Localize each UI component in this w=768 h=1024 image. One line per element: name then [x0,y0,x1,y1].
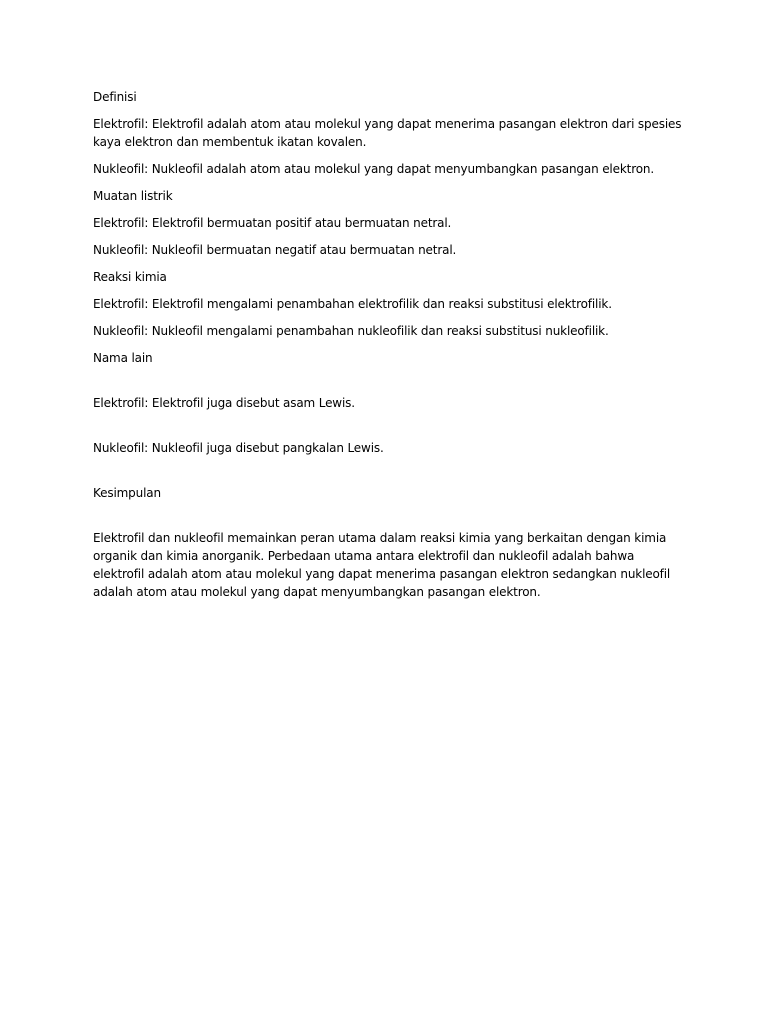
paragraph-muatan-nukleofil: Nukleofil: Nukleofil bermuatan negatif atau bermuatan netral. [93,243,457,257]
heading-nama-lain: Nama lain [93,351,153,365]
heading-muatan-listrik: Muatan listrik [93,189,173,203]
paragraph-muatan-elektrofil: Elektrofil: Elektrofil bermuatan positif atau bermuatan netral. [93,216,452,230]
heading-kesimpulan: Kesimpulan [93,486,161,500]
paragraph-reaksi-elektrofil: Elektrofil: Elektrofil mengalami penambahan elektrofilik dan reaksi substitusi elektrofilik. [93,297,612,311]
heading-definisi: Definisi [93,90,137,104]
document-body [93,88,683,601]
paragraph-definisi-nukleofil: Nukleofil: Nukleofil adalah atom atau molekul yang dapat menyumbangkan pasangan elektron. [93,162,655,176]
paragraph-kesimpulan: Elektrofil dan nukleofil memainkan peran utama dalam reaksi kimia yang berkaitan dengan kimia organik dan kimia anorganik. Perbedaan utama antara elektrofil dan nukleofil adalah bahwa elektrofil adalah atom atau molekul yang dapat menerima pasangan elektron sedangkan nukleofil adalah atom atau molekul yang dapat menyumbangkan pasangan elektron. [93,531,671,599]
paragraph-nama-lain-elektrofil: Elektrofil: Elektrofil juga disebut asam Lewis. [93,396,355,410]
heading-reaksi-kimia: Reaksi kimia [93,270,167,284]
paragraph-definisi-elektrofil: Elektrofil: Elektrofil adalah atom atau molekul yang dapat menerima pasangan elektron dari spesies kaya elektron dan membentuk ikatan kovalen. [93,117,682,149]
paragraph-nama-lain-nukleofil: Nukleofil: Nukleofil juga disebut pangkalan Lewis. [93,441,384,455]
paragraph-reaksi-nukleofil: Nukleofil: Nukleofil mengalami penambahan nukleofilik dan reaksi substitusi nukleofilik. [93,324,609,338]
